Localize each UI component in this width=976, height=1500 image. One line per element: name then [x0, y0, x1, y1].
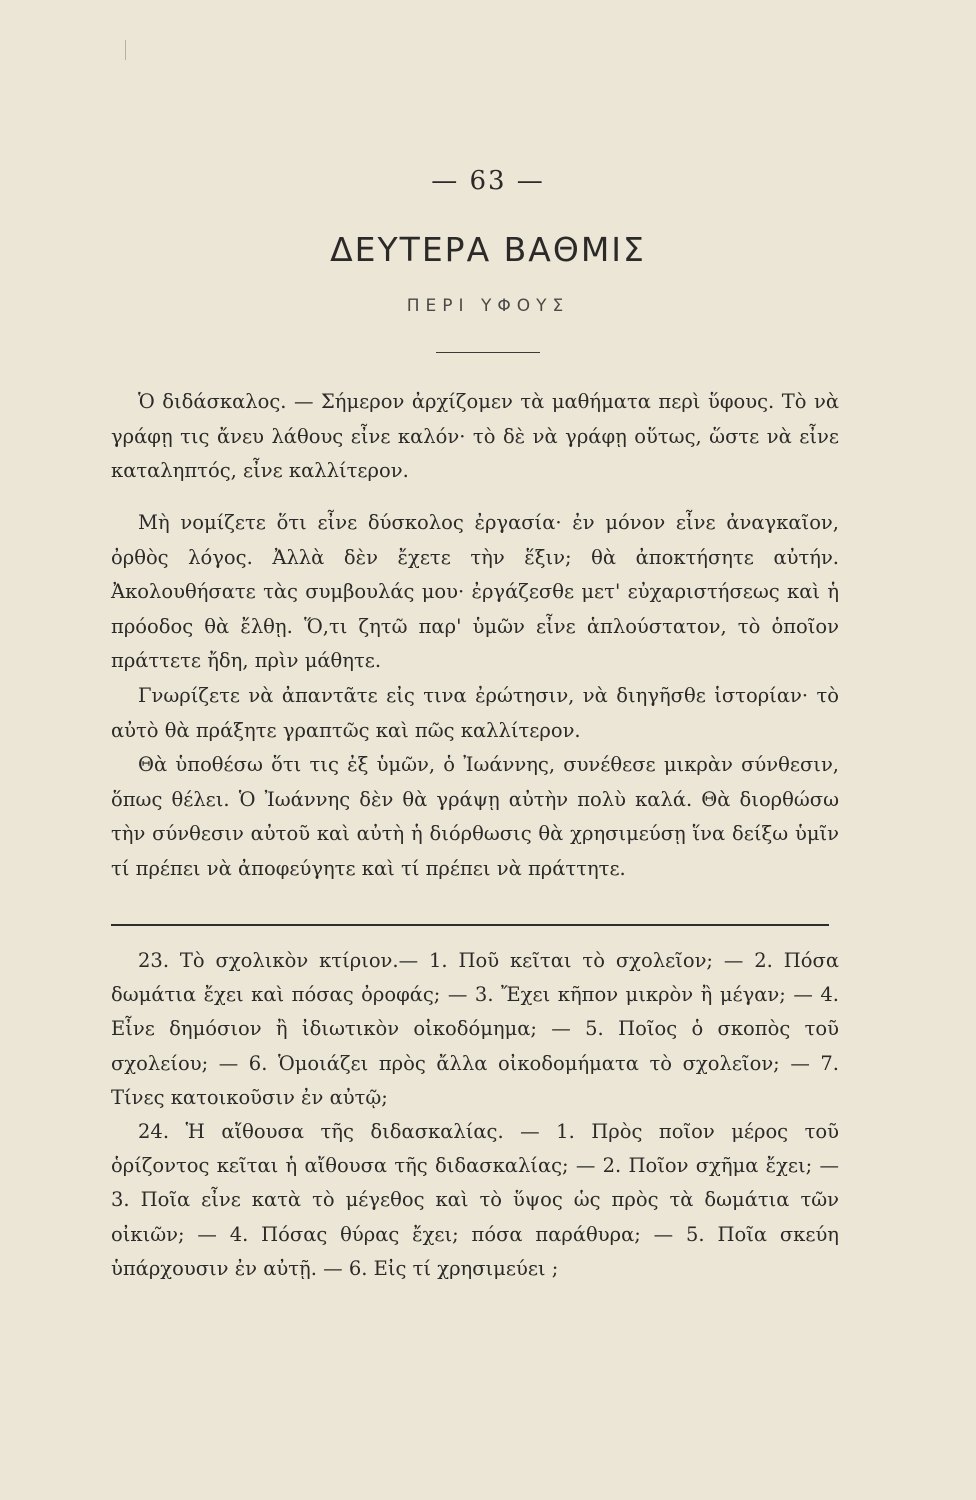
- lesson-paragraph: Θὰ ὑποθέσω ὅτι τις ἐξ ὑμῶν, ὁ Ἰωάννης, συνέθεσε μικρὰν σύνθεσιν, ὅπως θέλει. Ὁ Ἰωάννης δὲν θὰ γράψῃ αὐτὴν πολὺ καλά. Θὰ διορθώσω τὴν σύνθεσιν αὐτοῦ καὶ αὐτὴ ἡ διόρθωσις θὰ χρησιμεύσῃ ἵνα δείξω ὑμῖν τί πρέπει νὰ ἀποφεύγητε καὶ τί πρέπει νὰ πράττητε.: [111, 753, 839, 880]
- page-number: — 63 —: [431, 166, 545, 196]
- title-divider: [436, 352, 540, 353]
- lesson-paragraph: Ὁ διδάσκαλος. — Σήμερον ἀρχίζομεν τὰ μαθήματα περὶ ὕφους. Τὸ νὰ γράφῃ τις ἄνευ λάθους εἶνε καλόν· τὸ δὲ νὰ γράφῃ οὕτως, ὥστε νὰ εἶνε καταληπτός, εἶνε καλλίτερον.: [111, 390, 839, 483]
- exercise-23: 23. Τὸ σχολικὸν κτίριον.— 1. Ποῦ κεῖται τὸ σχολεῖον; — 2. Πόσα δωμάτια ἔχει καὶ πόσας ὀροφάς; — 3. Ἔχει κῆπον μικρὸν ἢ μέγαν; — 4. Εἶνε δημόσιον ἢ ἰδιωτικὸν οἰκοδόμημα; — 5. Ποῖος ὁ σκοπὸς τοῦ σχολείου; — 6. Ὁμοιάζει πρὸς ἄλλα οἰκοδομήματα τὸ σχολεῖον; — 7. Τίνες κατοικοῦσιν ἐν αὐτῷ;: [111, 949, 839, 1109]
- lesson-paragraph: Γνωρίζετε νὰ ἀπαντᾶτε εἰς τινα ἐρώτησιν, νὰ διηγῆσθε ἱστορίαν· τὸ αὐτὸ θὰ πράξητε γραπτῶς καὶ πῶς καλλίτερον.: [111, 684, 839, 742]
- section-divider: [111, 924, 829, 926]
- section-subtitle: ΠΕΡΙ ΥΦΟΥΣ: [406, 296, 570, 316]
- chapter-title: ΔΕΥΤΕΡΑ ΒΑΘΜΙΣ: [330, 230, 646, 269]
- paper-mark: [125, 40, 126, 60]
- lesson-paragraph: Μὴ νομίζετε ὅτι εἶνε δύσκολος ἐργασία· ἐν μόνον εἶνε ἀναγκαῖον, ὀρθὸς λόγος. Ἀλλὰ δὲν ἔχετε τὴν ἕξιν; θὰ ἀποκτήσητε αὐτήν. Ἀκολουθήσατε τὰς συμβουλάς μου· ἐργάζεσθε μετ' εὐχαριστήσεως καὶ ἡ πρόοδος θὰ ἔλθῃ. Ὅ,τι ζητῶ παρ' ὑμῶν εἶνε ἁπλούστατον, τὸ ὁποῖον πράττετε ἤδη, πρὶν μάθητε.: [111, 511, 839, 673]
- exercise-24: 24. Ἡ αἴθουσα τῆς διδασκαλίας. — 1. Πρὸς ποῖον μέρος τοῦ ὁρίζοντος κεῖται ἡ αἴθουσα τῆς διδασκαλίας; — 2. Ποῖον σχῆμα ἔχει; — 3. Ποῖα εἶνε κατὰ τὸ μέγεθος καὶ τὸ ὕψος ὡς πρὸς τὰ δωμάτια τῶν οἰκιῶν; — 4. Πόσας θύρας ἔχει; πόσα παράθυρα; — 5. Ποῖα σκεύη ὑπάρχουσιν ἐν αὐτῇ. — 6. Εἰς τί χρησιμεύει ;: [111, 1120, 839, 1280]
